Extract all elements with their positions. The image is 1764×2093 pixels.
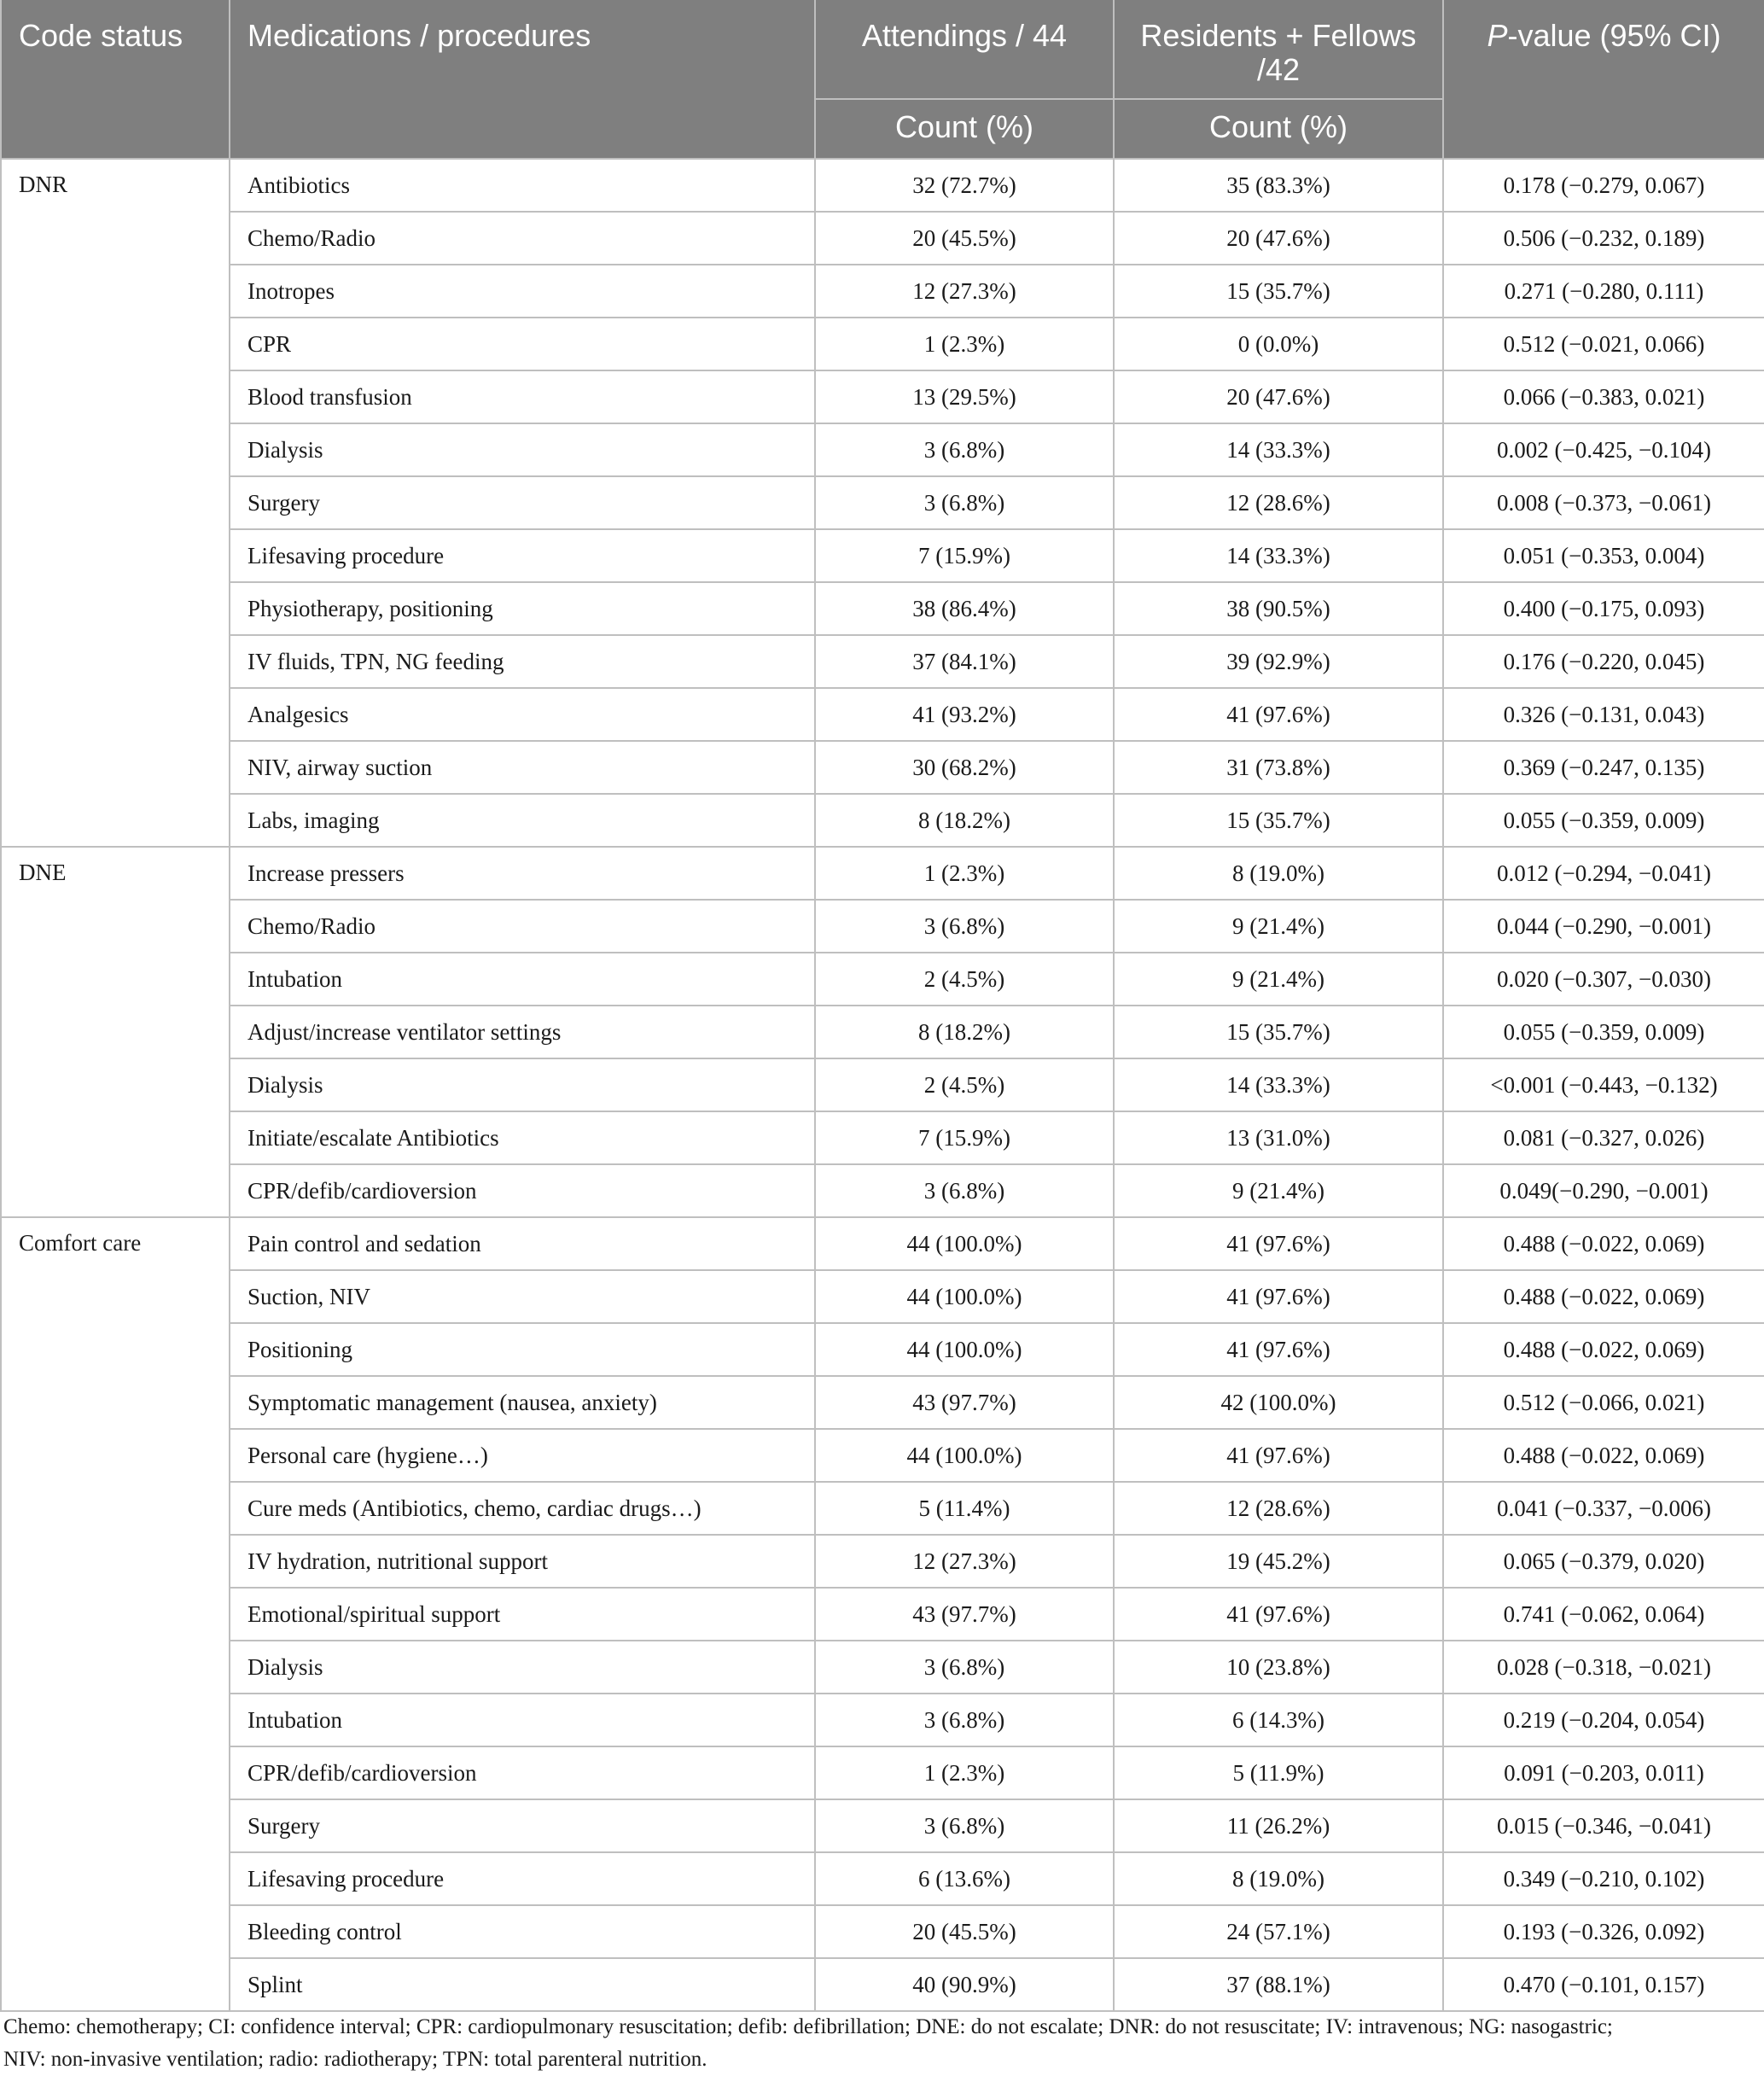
header-residents: [1114, 0, 1443, 99]
table-row: [1, 1482, 1764, 1535]
attendings-count-cell: 1 (2.3%): [815, 1746, 1114, 1799]
table-row: [1, 1799, 1764, 1852]
procedure-cell: Adjust/increase ventilator settings: [230, 1006, 815, 1058]
procedure-cell: Intubation: [230, 1694, 815, 1746]
header-attendings: Attendings / 44: [815, 0, 1114, 99]
attendings-count-cell: 20 (45.5%): [815, 212, 1114, 265]
procedure-cell: CPR: [230, 318, 815, 370]
attendings-count-cell: 43 (97.7%): [815, 1376, 1114, 1429]
table-row: [1, 1429, 1764, 1482]
pvalue-cell: 0.015 (−0.346, −0.041): [1443, 1799, 1764, 1852]
header-count-residents: Count (%): [1114, 99, 1443, 159]
procedure-cell: Physiotherapy, positioning: [230, 582, 815, 635]
residents-count-cell: 24 (57.1%): [1114, 1905, 1443, 1958]
procedure-cell: Symptomatic management (nausea, anxiety): [230, 1376, 815, 1429]
attendings-count-cell: 2 (4.5%): [815, 953, 1114, 1006]
table-row: [1, 900, 1764, 953]
procedure-cell: Personal care (hygiene…): [230, 1429, 815, 1482]
procedure-cell: Dialysis: [230, 1641, 815, 1694]
procedure-cell: Suction, NIV: [230, 1270, 815, 1323]
table-header: [1, 0, 1764, 159]
table-row: [1, 318, 1764, 370]
residents-count-cell: 11 (26.2%): [1114, 1799, 1443, 1852]
attendings-count-cell: 3 (6.8%): [815, 1799, 1114, 1852]
attendings-count-cell: 12 (27.3%): [815, 1535, 1114, 1588]
table-row: [1, 1535, 1764, 1588]
attendings-count-cell: 6 (13.6%): [815, 1852, 1114, 1905]
pvalue-cell: 0.512 (−0.021, 0.066): [1443, 318, 1764, 370]
residents-count-cell: 9 (21.4%): [1114, 900, 1443, 953]
attendings-count-cell: 13 (29.5%): [815, 370, 1114, 423]
pvalue-cell: 0.066 (−0.383, 0.021): [1443, 370, 1764, 423]
table-body: [1, 159, 1764, 2011]
procedure-cell: Dialysis: [230, 423, 815, 476]
procedure-cell: Increase pressers: [230, 847, 815, 900]
pvalue-cell: 0.219 (−0.204, 0.054): [1443, 1694, 1764, 1746]
pvalue-cell: 0.055 (−0.359, 0.009): [1443, 794, 1764, 847]
table-row: [1, 741, 1764, 794]
procedure-cell: Cure meds (Antibiotics, chemo, cardiac drugs…): [230, 1482, 815, 1535]
attendings-count-cell: 40 (90.9%): [815, 1958, 1114, 2011]
pvalue-cell: <0.001 (−0.443, −0.132): [1443, 1058, 1764, 1111]
pvalue-cell: 0.178 (−0.279, 0.067): [1443, 159, 1764, 212]
residents-count-cell: 19 (45.2%): [1114, 1535, 1443, 1588]
table-row: [1, 1694, 1764, 1746]
attendings-count-cell: 44 (100.0%): [815, 1270, 1114, 1323]
residents-count-cell: 38 (90.5%): [1114, 582, 1443, 635]
residents-count-cell: 5 (11.9%): [1114, 1746, 1443, 1799]
pvalue-cell: 0.049(−0.290, −0.001): [1443, 1164, 1764, 1217]
table-row: [1, 794, 1764, 847]
attendings-count-cell: 38 (86.4%): [815, 582, 1114, 635]
procedure-cell: Blood transfusion: [230, 370, 815, 423]
pvalue-cell: 0.741 (−0.062, 0.064): [1443, 1588, 1764, 1641]
pvalue-cell: 0.020 (−0.307, −0.030): [1443, 953, 1764, 1006]
header-medications: Medications / procedures: [230, 0, 815, 159]
procedure-cell: IV fluids, TPN, NG feeding: [230, 635, 815, 688]
procedure-cell: Antibiotics: [230, 159, 815, 212]
attendings-count-cell: 12 (27.3%): [815, 265, 1114, 318]
attendings-count-cell: 44 (100.0%): [815, 1217, 1114, 1270]
residents-count-cell: 14 (33.3%): [1114, 423, 1443, 476]
residents-count-cell: 39 (92.9%): [1114, 635, 1443, 688]
table-row: [1, 1164, 1764, 1217]
table-row: [1, 953, 1764, 1006]
pvalue-cell: 0.271 (−0.280, 0.111): [1443, 265, 1764, 318]
residents-count-cell: 15 (35.7%): [1114, 265, 1443, 318]
table-row: [1, 1641, 1764, 1694]
footnote-line-1: Chemo: chemotherapy; CI: confidence interval; CPR: cardiopulmonary resuscitation; defib: defibrillation; DNE: do not escalate; DNR: do not resuscitate; IV: intravenous; NG: nasogastric;: [3, 2015, 1613, 2038]
table-row: [1, 159, 1764, 212]
residents-count-cell: 8 (19.0%): [1114, 847, 1443, 900]
table-row: [1, 265, 1764, 318]
pvalue-cell: 0.008 (−0.373, −0.061): [1443, 476, 1764, 529]
pvalue-cell: 0.044 (−0.290, −0.001): [1443, 900, 1764, 953]
pvalue-cell: 0.041 (−0.337, −0.006): [1443, 1482, 1764, 1535]
procedure-cell: Analgesics: [230, 688, 815, 741]
residents-count-cell: 14 (33.3%): [1114, 1058, 1443, 1111]
residents-count-cell: 41 (97.6%): [1114, 1588, 1443, 1641]
header-pvalue-rest: -value (95% CI): [1507, 18, 1721, 53]
pvalue-cell: 0.488 (−0.022, 0.069): [1443, 1429, 1764, 1482]
residents-count-cell: 20 (47.6%): [1114, 370, 1443, 423]
pvalue-cell: 0.002 (−0.425, −0.104): [1443, 423, 1764, 476]
procedure-cell: Surgery: [230, 1799, 815, 1852]
table-row: [1, 1746, 1764, 1799]
table-row: [1, 370, 1764, 423]
procedure-cell: Dialysis: [230, 1058, 815, 1111]
residents-count-cell: 20 (47.6%): [1114, 212, 1443, 265]
attendings-count-cell: 8 (18.2%): [815, 794, 1114, 847]
attendings-count-cell: 43 (97.7%): [815, 1588, 1114, 1641]
attendings-count-cell: 3 (6.8%): [815, 1694, 1114, 1746]
procedure-cell: Emotional/spiritual support: [230, 1588, 815, 1641]
table-row: [1, 635, 1764, 688]
pvalue-cell: 0.488 (−0.022, 0.069): [1443, 1217, 1764, 1270]
attendings-count-cell: 3 (6.8%): [815, 900, 1114, 953]
pvalue-cell: 0.326 (−0.131, 0.043): [1443, 688, 1764, 741]
table-row: [1, 1006, 1764, 1058]
procedure-cell: Positioning: [230, 1323, 815, 1376]
pvalue-cell: 0.176 (−0.220, 0.045): [1443, 635, 1764, 688]
attendings-count-cell: 3 (6.8%): [815, 423, 1114, 476]
procedure-cell: Pain control and sedation: [230, 1217, 815, 1270]
attendings-count-cell: 44 (100.0%): [815, 1323, 1114, 1376]
attendings-count-cell: 32 (72.7%): [815, 159, 1114, 212]
table-row: [1, 1958, 1764, 2011]
procedure-cell: CPR/defib/cardioversion: [230, 1164, 815, 1217]
residents-count-cell: 41 (97.6%): [1114, 1217, 1443, 1270]
residents-count-cell: 37 (88.1%): [1114, 1958, 1443, 2011]
header-pvalue: [1443, 0, 1764, 159]
residents-count-cell: 31 (73.8%): [1114, 741, 1443, 794]
pvalue-cell: 0.470 (−0.101, 0.157): [1443, 1958, 1764, 2011]
pvalue-cell: 0.012 (−0.294, −0.041): [1443, 847, 1764, 900]
header-residents-line2: /42: [1256, 52, 1301, 87]
residents-count-cell: 14 (33.3%): [1114, 529, 1443, 582]
table-row: [1, 1588, 1764, 1641]
attendings-count-cell: 41 (93.2%): [815, 688, 1114, 741]
residents-count-cell: 0 (0.0%): [1114, 318, 1443, 370]
attendings-count-cell: 7 (15.9%): [815, 529, 1114, 582]
pvalue-cell: 0.193 (−0.326, 0.092): [1443, 1905, 1764, 1958]
residents-count-cell: 41 (97.6%): [1114, 1323, 1443, 1376]
pvalue-cell: 0.506 (−0.232, 0.189): [1443, 212, 1764, 265]
procedure-cell: Intubation: [230, 953, 815, 1006]
procedure-cell: NIV, airway suction: [230, 741, 815, 794]
code-status-cell: Comfort care: [1, 1217, 230, 2011]
residents-count-cell: 13 (31.0%): [1114, 1111, 1443, 1164]
header-pvalue-p: P: [1487, 18, 1508, 53]
pvalue-cell: 0.488 (−0.022, 0.069): [1443, 1270, 1764, 1323]
procedure-cell: Inotropes: [230, 265, 815, 318]
residents-count-cell: 15 (35.7%): [1114, 794, 1443, 847]
pvalue-cell: 0.091 (−0.203, 0.011): [1443, 1746, 1764, 1799]
residents-count-cell: 41 (97.6%): [1114, 1429, 1443, 1482]
procedure-cell: Lifesaving procedure: [230, 1852, 815, 1905]
attendings-count-cell: 3 (6.8%): [815, 1641, 1114, 1694]
pvalue-cell: 0.051 (−0.353, 0.004): [1443, 529, 1764, 582]
pvalue-cell: 0.512 (−0.066, 0.021): [1443, 1376, 1764, 1429]
table-row: [1, 476, 1764, 529]
attendings-count-cell: 2 (4.5%): [815, 1058, 1114, 1111]
residents-count-cell: 35 (83.3%): [1114, 159, 1443, 212]
table-row: [1, 1905, 1764, 1958]
residents-count-cell: 41 (97.6%): [1114, 688, 1443, 741]
attendings-count-cell: 3 (6.8%): [815, 1164, 1114, 1217]
pvalue-cell: 0.369 (−0.247, 0.135): [1443, 741, 1764, 794]
procedure-cell: Chemo/Radio: [230, 900, 815, 953]
procedure-cell: Labs, imaging: [230, 794, 815, 847]
pvalue-cell: 0.400 (−0.175, 0.093): [1443, 582, 1764, 635]
procedure-cell: CPR/defib/cardioversion: [230, 1746, 815, 1799]
header-residents-line1: Residents + Fellows: [1140, 18, 1417, 53]
table-row: [1, 1270, 1764, 1323]
attendings-count-cell: 8 (18.2%): [815, 1006, 1114, 1058]
attendings-count-cell: 3 (6.8%): [815, 476, 1114, 529]
table-row: [1, 1058, 1764, 1111]
table-row: [1, 1852, 1764, 1905]
residents-count-cell: 6 (14.3%): [1114, 1694, 1443, 1746]
residents-count-cell: 15 (35.7%): [1114, 1006, 1443, 1058]
procedure-cell: Lifesaving procedure: [230, 529, 815, 582]
pvalue-cell: 0.488 (−0.022, 0.069): [1443, 1323, 1764, 1376]
pvalue-cell: 0.349 (−0.210, 0.102): [1443, 1852, 1764, 1905]
table-row: [1, 423, 1764, 476]
footnote-line-2: NIV: non-invasive ventilation; radio: radiotherapy; TPN: total parenteral nutrition.: [3, 2048, 707, 2071]
attendings-count-cell: 30 (68.2%): [815, 741, 1114, 794]
table-row: [1, 582, 1764, 635]
residents-count-cell: 12 (28.6%): [1114, 476, 1443, 529]
header-code-status: Code status: [1, 0, 230, 159]
header-count-attendings: Count (%): [815, 99, 1114, 159]
residents-count-cell: 8 (19.0%): [1114, 1852, 1443, 1905]
attendings-count-cell: 44 (100.0%): [815, 1429, 1114, 1482]
table-row: [1, 1111, 1764, 1164]
residents-count-cell: 12 (28.6%): [1114, 1482, 1443, 1535]
table-row: [1, 1376, 1764, 1429]
table-row: [1, 688, 1764, 741]
table-row: [1, 847, 1764, 900]
attendings-count-cell: 1 (2.3%): [815, 847, 1114, 900]
footnote: [0, 2011, 1764, 2076]
procedure-cell: Initiate/escalate Antibiotics: [230, 1111, 815, 1164]
table-row: [1, 1217, 1764, 1270]
code-status-cell: DNE: [1, 847, 230, 1217]
residents-count-cell: 41 (97.6%): [1114, 1270, 1443, 1323]
attendings-count-cell: 7 (15.9%): [815, 1111, 1114, 1164]
residents-count-cell: 42 (100.0%): [1114, 1376, 1443, 1429]
procedure-cell: Splint: [230, 1958, 815, 2011]
procedure-cell: Surgery: [230, 476, 815, 529]
attendings-count-cell: 37 (84.1%): [815, 635, 1114, 688]
table-row: [1, 1323, 1764, 1376]
pvalue-cell: 0.081 (−0.327, 0.026): [1443, 1111, 1764, 1164]
pvalue-cell: 0.028 (−0.318, −0.021): [1443, 1641, 1764, 1694]
attendings-count-cell: 20 (45.5%): [815, 1905, 1114, 1958]
procedure-cell: IV hydration, nutritional support: [230, 1535, 815, 1588]
pvalue-cell: 0.065 (−0.379, 0.020): [1443, 1535, 1764, 1588]
pvalue-cell: 0.055 (−0.359, 0.009): [1443, 1006, 1764, 1058]
residents-count-cell: 9 (21.4%): [1114, 953, 1443, 1006]
residents-count-cell: 10 (23.8%): [1114, 1641, 1443, 1694]
procedure-cell: Chemo/Radio: [230, 212, 815, 265]
attendings-count-cell: 5 (11.4%): [815, 1482, 1114, 1535]
residents-count-cell: 9 (21.4%): [1114, 1164, 1443, 1217]
table-row: [1, 529, 1764, 582]
attendings-count-cell: 1 (2.3%): [815, 318, 1114, 370]
procedure-cell: Bleeding control: [230, 1905, 815, 1958]
code-status-cell: DNR: [1, 159, 230, 847]
table-row: [1, 212, 1764, 265]
